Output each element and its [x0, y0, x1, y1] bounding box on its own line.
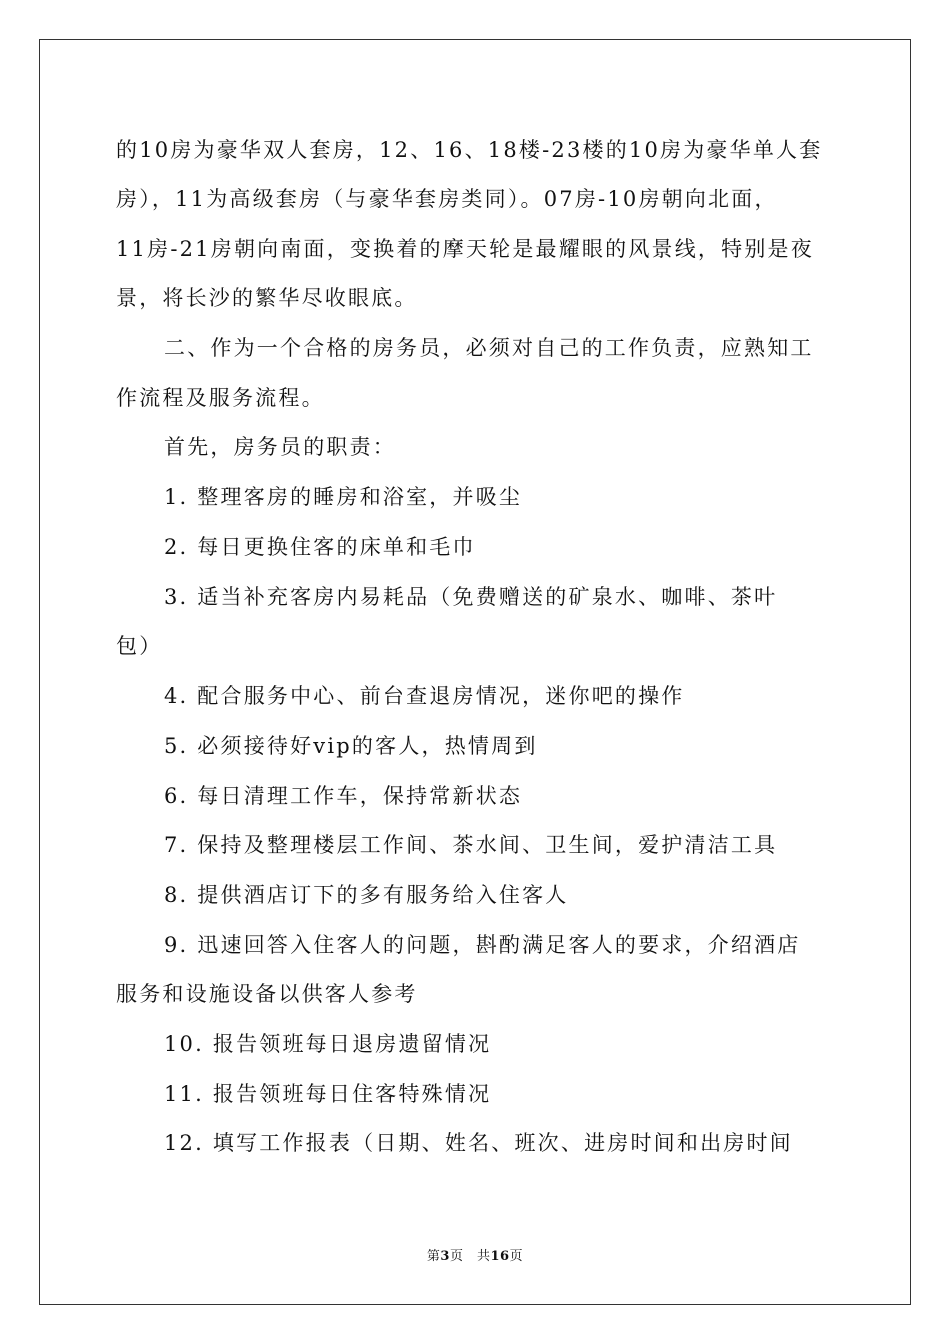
body-line: 景，将长沙的繁华尽收眼底。 [116, 286, 418, 310]
body-line: 房），11为高级套房（与豪华套房类同）。07房-10房朝向北面， [116, 187, 778, 211]
body-line: 首先，房务员的职责： [164, 435, 396, 459]
list-item: 6. 每日清理工作车，保持常新状态 [164, 784, 523, 808]
list-item: 12. 填写工作报表（日期、姓名、班次、进房时间和出房时间 [164, 1131, 793, 1155]
list-item: 9. 迅速回答入住客人的问题，斟酌满足客人的要求，介绍酒店 [164, 933, 801, 957]
list-item: 7. 保持及整理楼层工作间、茶水间、卫生间，爱护清洁工具 [164, 833, 778, 857]
body-line: 的10房为豪华双人套房，12、16、18楼-23楼的10房为豪华单人套 [116, 138, 823, 162]
total-page-count: 16 [490, 1249, 510, 1264]
list-item: 5. 必须接待好vip的客人，热情周到 [164, 734, 538, 758]
list-item: 2. 每日更换住客的床单和毛巾 [164, 535, 476, 559]
list-item: 11. 报告领班每日住客特殊情况 [164, 1082, 492, 1106]
footer-mid: 页 共 [449, 1249, 491, 1264]
body-line: 作流程及服务流程。 [116, 386, 325, 410]
list-item: 10. 报告领班每日退房遗留情况 [164, 1032, 492, 1056]
body-line: 服务和设施设备以供客人参考 [116, 982, 418, 1006]
page-footer [0, 1245, 950, 1264]
page-border [39, 39, 911, 1305]
footer-prefix: 第 [426, 1249, 441, 1264]
list-item: 3. 适当补充客房内易耗品（免费赠送的矿泉水、咖啡、茶叶 [164, 585, 778, 609]
body-line: 包） [116, 634, 163, 658]
list-item: 1. 整理客房的睡房和浴室，并吸尘 [164, 485, 523, 509]
list-item: 8. 提供酒店订下的多有服务给入住客人 [164, 883, 569, 907]
list-item: 4. 配合服务中心、前台查退房情况，迷你吧的操作 [164, 684, 685, 708]
current-page-number: 3 [440, 1249, 450, 1264]
footer-suffix: 页 [509, 1249, 524, 1264]
body-line: 11房-21房朝向南面，变换着的摩天轮是最耀眼的风景线，特别是夜 [116, 237, 814, 261]
body-line: 二、作为一个合格的房务员，必须对自己的工作负责，应熟知工 [164, 336, 814, 360]
